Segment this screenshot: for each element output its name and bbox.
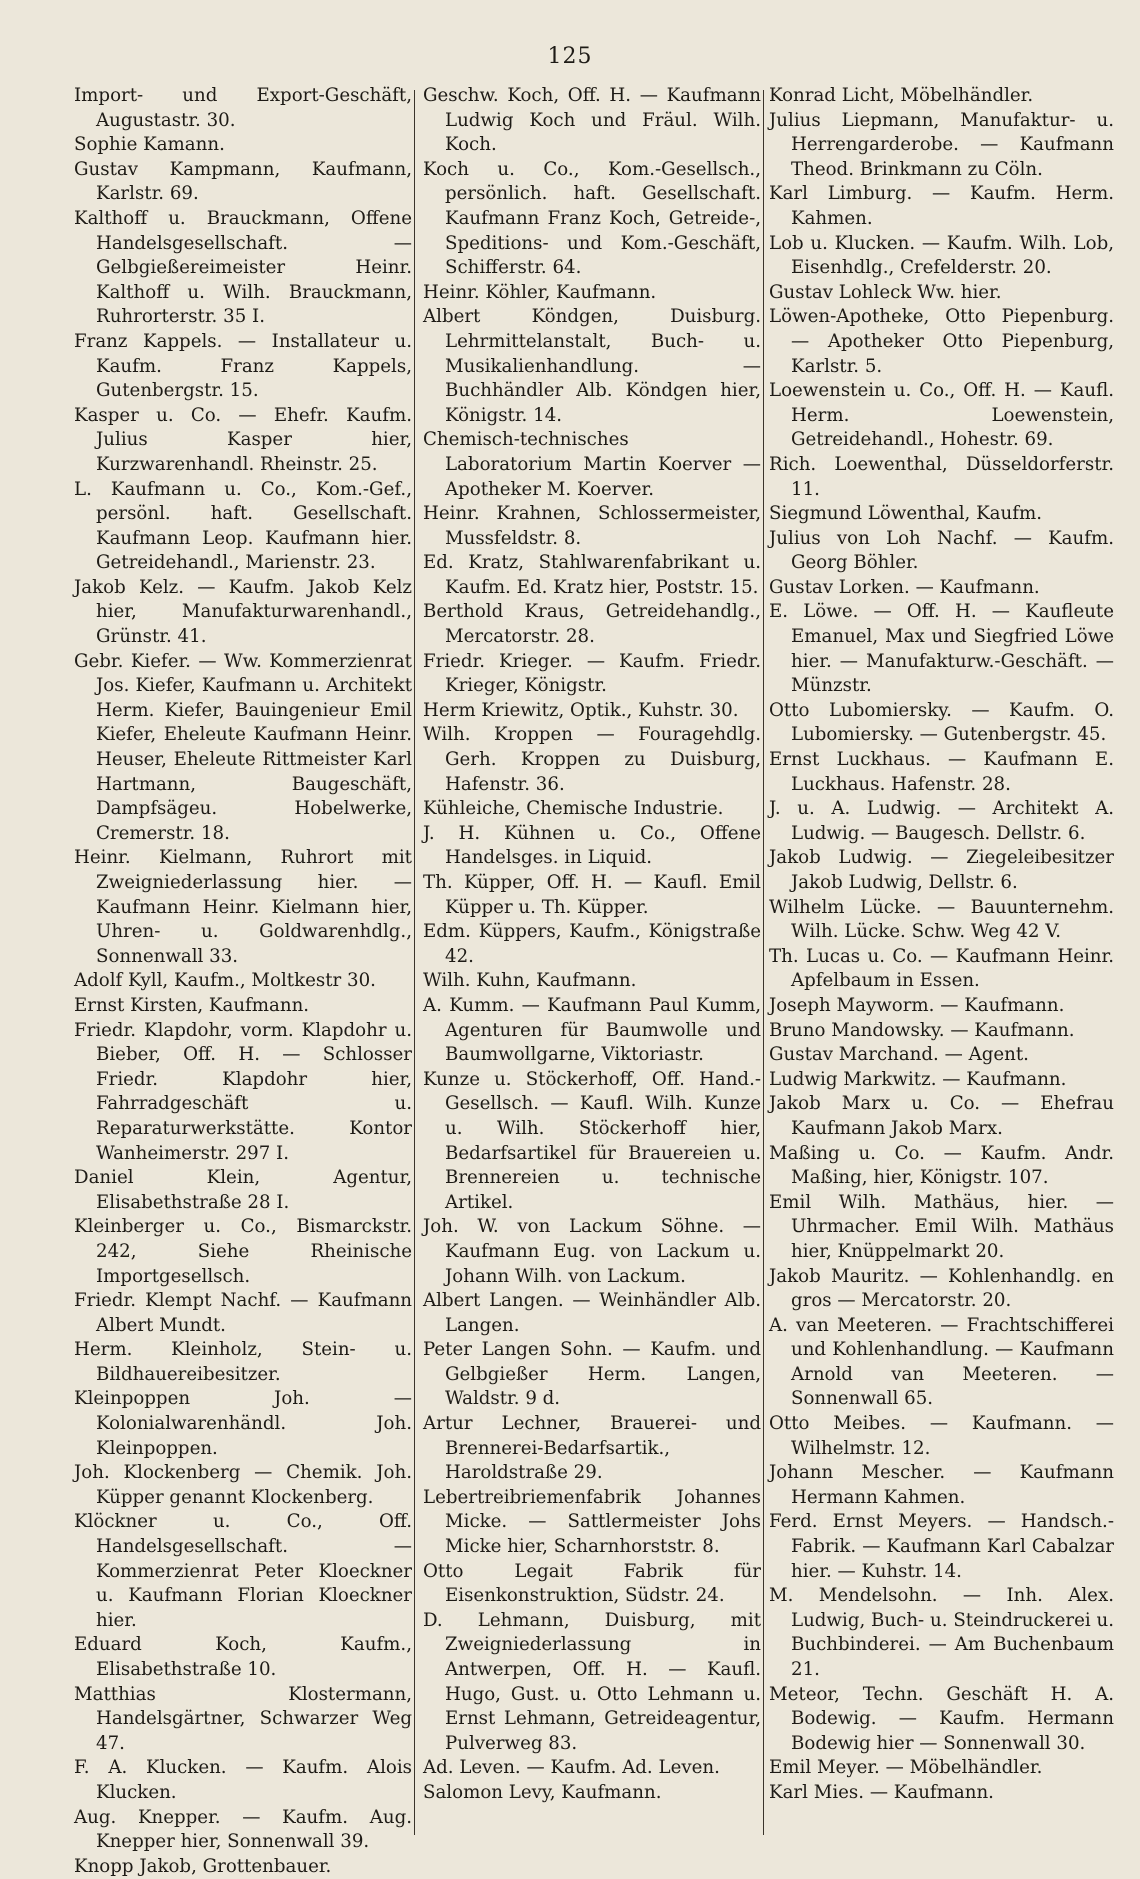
directory-entry: Joh. Klockenberg — Chemik. Joh. Küpper genannt Klockenberg.	[74, 1462, 412, 1508]
column-3	[769, 84, 1114, 1806]
directory-entry: Sophie Kamann.	[74, 134, 225, 156]
directory-entry: Gustav Lohleck Ww. hier.	[769, 281, 1002, 303]
directory-entry: Berthold Kraus, Getreidehandlg., Mercatorstr. 28.	[423, 601, 761, 648]
directory-entry: D. Lehmann, Duisburg, mit Zweigniederlassung in Antwerpen, Off. H. — Kaufl. Hugo, Gust. u. Otto Lehmann u. Ernst Lehmann, Getreideagentur, Pulverweg 83.	[423, 1609, 761, 1754]
directory-entry: Loewenstein u. Co., Off. H. — Kaufl. Herm. Loewenstein, Getreidehandl., Hohestr. 69.	[769, 380, 1114, 451]
directory-entry: Gustav Kampmann, Kaufmann, Karlstr. 69.	[74, 158, 412, 205]
directory-entry: Kunze u. Stöckerhoff, Off. Hand.-Gesellsch. — Kaufl. Wilh. Kunze u. Wilh. Stöckerhoff hier, Bedarfsartikel für Brauereien u. Brennereien u. technische Artikel.	[423, 1068, 761, 1213]
directory-entry: Friedr. Klempt Nachf. — Kaufmann Albert Mundt.	[74, 1290, 412, 1336]
directory-entry: Matthias Klostermann, Handelsgärtner, Schwarzer Weg 47.	[74, 1683, 412, 1754]
directory-entry: Kalthoff u. Brauckmann, Offene Handelsgesellschaft. — Gelbgießereimeister Heinr. Kalthoff u. Wilh. Brauckmann, Ruhrorterstr. 35 I.	[74, 207, 412, 328]
directory-entry: Import- und Export-Geschäft, Augustastr. 30.	[74, 85, 412, 131]
directory-entry: Aug. Knepper. — Kaufm. Aug. Knepper hier, Sonnenwall 39.	[74, 1806, 412, 1853]
directory-entry: Julius Liepmann, Manufaktur- u. Herrengarderobe. — Kaufmann Theod. Brinkmann zu Cöln.	[769, 109, 1114, 180]
directory-entry: Knopp Jakob, Grottenbauer.	[74, 1855, 332, 1877]
directory-entry: Kleinberger u. Co., Bismarckstr. 242, Siehe Rheinische Importgesellsch.	[74, 1216, 412, 1287]
directory-entry: Julius von Loh Nachf. — Kaufm. Georg Böhler.	[769, 527, 1114, 574]
column-divider	[763, 90, 764, 1835]
directory-entry: Herm Kriewitz, Optik., Kuhstr. 30.	[423, 699, 739, 721]
directory-entry: Edm. Küppers, Kaufm., Königstraße 42.	[423, 921, 761, 967]
directory-entry: Friedr. Klapdohr, vorm. Klapdohr u. Bieber, Off. H. — Schlosser Friedr. Klapdohr hier, Fahrradgeschäft u. Reparaturwerkstätte. Kontor Wanheimerstr. 297 I.	[74, 1019, 412, 1164]
directory-entry: Bruno Mandowsky. — Kaufmann.	[769, 1019, 1075, 1041]
directory-entry: Otto Lubomiersky. — Kaufm. O. Lubomiersky. — Gutenbergstr. 45.	[769, 699, 1114, 746]
directory-entry: Kasper u. Co. — Ehefr. Kaufm. Julius Kasper hier, Kurzwarenhandl. Rheinstr. 25.	[74, 404, 412, 475]
directory-entry: A. Kumm. — Kaufmann Paul Kumm, Agenturen für Baumwolle und Baumwollgarne, Viktoriastr.	[423, 994, 761, 1066]
directory-entry: Albert Langen. — Weinhändler Alb. Langen.	[423, 1290, 761, 1336]
directory-entry: M. Mendelsohn. — Inh. Alex. Ludwig, Buch- u. Steindruckerei u. Buchbinderei. — Am Buchenbaum 21.	[769, 1585, 1114, 1680]
directory-entry: Th. Küpper, Off. H. — Kaufl. Emil Küpper u. Th. Küpper.	[423, 872, 761, 918]
directory-entry: Ed. Kratz, Stahlwarenfabrikant u. Kaufm. Ed. Kratz hier, Poststr. 15.	[423, 552, 761, 598]
directory-entry: Wilh. Kroppen — Fouragehdlg. Gerh. Kroppen zu Duisburg, Hafenstr. 36.	[423, 724, 761, 795]
directory-entry: Karl Limburg. — Kaufm. Herm. Kahmen.	[769, 183, 1114, 229]
directory-entry: Jakob Ludwig. — Ziegeleibesitzer Jakob Ludwig, Dellstr. 6.	[769, 847, 1114, 893]
directory-entry: Heinr. Krahnen, Schlossermeister, Mussfeldstr. 8.	[423, 503, 761, 549]
directory-entry: Lebertreibriemenfabrik Johannes Micke. — Sattlermeister Johs Micke hier, Scharnhorststr. 8.	[423, 1486, 761, 1558]
directory-entry: Rich. Loewenthal, Düsseldorferstr. 11.	[769, 453, 1114, 500]
directory-entry: Albert Köndgen, Duisburg. Lehrmittelanstalt, Buch- u. Musikalienhandlung. — Buchhändler Alb. Köndgen hier, Königstr. 14.	[423, 306, 761, 426]
directory-entry: Ferd. Ernst Meyers. — Handsch.-Fabrik. — Kaufmann Karl Cabalzar hier. — Kuhstr. 14.	[769, 1511, 1114, 1582]
directory-entry: Karl Mies. — Kaufmann.	[769, 1781, 994, 1803]
directory-entry: Joh. W. von Lackum Söhne. — Kaufmann Eug. von Lackum u. Johann Wilh. von Lackum.	[423, 1216, 761, 1287]
column-divider	[414, 90, 415, 1835]
directory-entry: Geschw. Koch, Off. H. — Kaufmann Ludwig Koch und Fräul. Wilh. Koch.	[423, 85, 761, 156]
directory-entry: Daniel Klein, Agentur, Elisabethstraße 28 I.	[74, 1167, 412, 1213]
directory-entry: Klöckner u. Co., Off. Handelsgesellschaft. — Kommerzienrat Peter Kloeckner u. Kaufmann Florian Kloeckner hier.	[74, 1511, 412, 1631]
directory-entry: Löwen-Apotheke, Otto Piepenburg. — Apotheker Otto Piepenburg, Karlstr. 5.	[769, 306, 1114, 377]
directory-entry: Jakob Marx u. Co. — Ehefrau Kaufmann Jakob Marx.	[769, 1093, 1114, 1139]
directory-entry: Franz Kappels. — Installateur u. Kaufm. Franz Kappels, Gutenbergstr. 15.	[74, 330, 412, 402]
page-number: 125	[547, 44, 593, 69]
directory-entry: Heinr. Kielmann, Ruhrort mit Zweigniederlassung hier. — Kaufmann Heinr. Kielmann hier, Uhren- u. Goldwarenhdlg., Sonnenwall 33.	[74, 847, 412, 967]
directory-entry: A. van Meeteren. — Frachtschifferei und Kohlenhandlung. — Kaufmann Arnold van Meeteren. — Sonnenwall 65.	[769, 1314, 1114, 1410]
directory-entry: Adolf Kyll, Kaufm., Moltkestr 30.	[74, 970, 376, 992]
directory-entry: Joseph Mayworm. — Kaufmann.	[769, 994, 1065, 1016]
directory-entry: Th. Lucas u. Co. — Kaufmann Heinr. Apfelbaum in Essen.	[769, 945, 1114, 992]
directory-entry: Jakob Mauritz. — Kohlenhandlg. en gros — Mercatorstr. 20.	[769, 1265, 1114, 1312]
directory-entry: Siegmund Löwenthal, Kaufm.	[769, 503, 1042, 525]
directory-entry: Kleinpoppen Joh. — Kolonialwarenhändl. Joh. Kleinpoppen.	[74, 1388, 412, 1459]
column-1	[74, 84, 412, 1879]
directory-entry: Ludwig Markwitz. — Kaufmann.	[769, 1068, 1067, 1090]
directory-entry: Meteor, Techn. Geschäft H. A. Bodewig. — Kaufm. Hermann Bodewig hier — Sonnenwall 30.	[769, 1683, 1114, 1754]
directory-entry: Friedr. Krieger. — Kaufm. Friedr. Krieger, Königstr.	[423, 650, 761, 697]
directory-entry: Gebr. Kiefer. — Ww. Kommerzienrat Jos. Kiefer, Kaufmann u. Architekt Herm. Kiefer, Bauingenieur Emil Kiefer, Eheleute Kaufmann Heinr. Heuser, Eheleute Rittmeister Karl Hartmann, Baugeschäft, Dampfsägeu. Hobelwerke, Cremerstr. 18.	[74, 650, 412, 844]
directory-entry: J. u. A. Ludwig. — Architekt A. Ludwig. — Baugesch. Dellstr. 6.	[769, 798, 1114, 844]
directory-entry: Gustav Lorken. — Kaufmann.	[769, 576, 1040, 598]
directory-entry: Artur Lechner, Brauerei- und Brennerei-Bedarfsartik., Haroldstraße 29.	[423, 1413, 761, 1484]
directory-entry: Eduard Koch, Kaufm., Elisabethstraße 10.	[74, 1634, 412, 1680]
directory-entry: Konrad Licht, Möbelhändler.	[769, 85, 1034, 106]
column-2	[423, 84, 761, 1806]
directory-entry: Emil Meyer. — Möbelhändler.	[769, 1757, 1043, 1779]
directory-entry: Lob u. Klucken. — Kaufm. Wilh. Lob, Eisenhdlg., Crefelderstr. 20.	[769, 232, 1114, 279]
directory-entry: Heinr. Köhler, Kaufmann.	[423, 281, 657, 303]
directory-entry: Ernst Kirsten, Kaufmann.	[74, 994, 310, 1016]
directory-entry: Ad. Leven. — Kaufm. Ad. Leven.	[423, 1757, 720, 1779]
directory-entry: Ernst Luckhaus. — Kaufmann E. Luckhaus. Hafenstr. 28.	[769, 749, 1114, 795]
directory-entry: Kühleiche, Chemische Industrie.	[423, 798, 724, 820]
directory-entry: Otto Legait Fabrik für Eisenkonstruktion, Südstr. 24.	[423, 1560, 761, 1607]
directory-entry: Johann Mescher. — Kaufmann Hermann Kahmen.	[769, 1462, 1114, 1508]
directory-entry: Maßing u. Co. — Kaufm. Andr. Maßing, hier, Königstr. 107.	[769, 1142, 1114, 1189]
directory-entry: Gustav Marchand. — Agent.	[769, 1044, 1029, 1066]
directory-entry: F. A. Klucken. — Kaufm. Alois Klucken.	[74, 1757, 412, 1803]
directory-entry: L. Kaufmann u. Co., Kom.-Gef., persönl. haft. Gesellschaft. Kaufmann Leop. Kaufmann hier. Getreidehandl., Marienstr. 23.	[74, 478, 412, 574]
directory-entry: Wilhelm Lücke. — Bauunternehm. Wilh. Lücke. Schw. Weg 42 V.	[769, 896, 1114, 943]
directory-entry: Herm. Kleinholz, Stein- u. Bildhauereibesitzer.	[74, 1339, 412, 1385]
directory-entry: Otto Meibes. — Kaufmann. — Wilhelmstr. 12.	[769, 1413, 1114, 1459]
directory-entry: Jakob Kelz. — Kaufm. Jakob Kelz hier, Manufakturwarenhandl., Grünstr. 41.	[74, 576, 412, 648]
directory-entry: Wilh. Kuhn, Kaufmann.	[423, 970, 637, 992]
directory-entry: Koch u. Co., Kom.-Gesellsch., persönlich. haft. Gesellschaft. Kaufmann Franz Koch, Getreide-, Speditions- und Kom.-Geschäft, Schifferstr. 64.	[423, 158, 761, 279]
directory-entry: J. H. Kühnen u. Co., Offene Handelsges. in Liquid.	[423, 822, 761, 869]
directory-entry: Chemisch-technisches Laboratorium Martin Koerver — Apotheker M. Koerver.	[423, 429, 761, 500]
directory-entry: Emil Wilh. Mathäus, hier. — Uhrmacher. Emil Wilh. Mathäus hier, Knüppelmarkt 20.	[769, 1191, 1114, 1262]
directory-entry: E. Löwe. — Off. H. — Kaufleute Emanuel, Max und Siegfried Löwe hier. — Manufakturw.-Geschäft. — Münzstr.	[769, 601, 1114, 697]
directory-entry: Salomon Levy, Kaufmann.	[423, 1781, 662, 1803]
directory-entry: Peter Langen Sohn. — Kaufm. und Gelbgießer Herm. Langen, Waldstr. 9 d.	[423, 1339, 761, 1410]
